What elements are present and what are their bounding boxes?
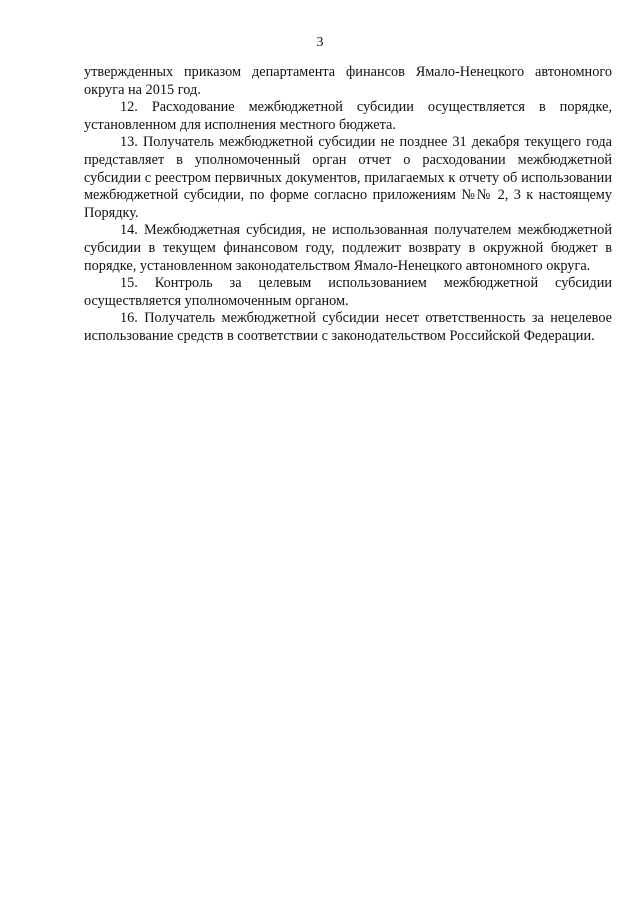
paragraph-continuation: утвержденных приказом департамента финансов Ямало-Ненецкого автономного округа на 2015 год. <box>84 64 612 98</box>
paragraph-16: 16. Получатель межбюджетной субсидии несет ответственность за нецелевое использование средств в соответствии с законодательством Российской Федерации. <box>84 310 612 344</box>
paragraph-14: 14. Межбюджетная субсидия, не использованная получателем межбюджетной субсидии в текущем финансовом году, подлежит возврату в окружной бюджет в порядке, установленном законодательством Ямало-Ненецкого автономного округа. <box>84 222 612 274</box>
paragraph-13: 13. Получатель межбюджетной субсидии не позднее 31 декабря текущего года представляет в уполномоченный орган отчет о расходовании межбюджетной субсидии с реестром первичных документов, прилагаемых к отчету об использовании межбюджетной субсидии, по форме согласно приложениям №№ 2, 3 к настоящему Порядку. <box>84 134 612 221</box>
page-number: 3 <box>316 35 324 50</box>
paragraph-12: 12. Расходование межбюджетной субсидии осуществляется в порядке, установленном для исполнения местного бюджета. <box>84 99 612 133</box>
document-body <box>84 64 612 346</box>
paragraph-15: 15. Контроль за целевым использованием межбюджетной субсидии осуществляется уполномоченным органом. <box>84 275 612 309</box>
